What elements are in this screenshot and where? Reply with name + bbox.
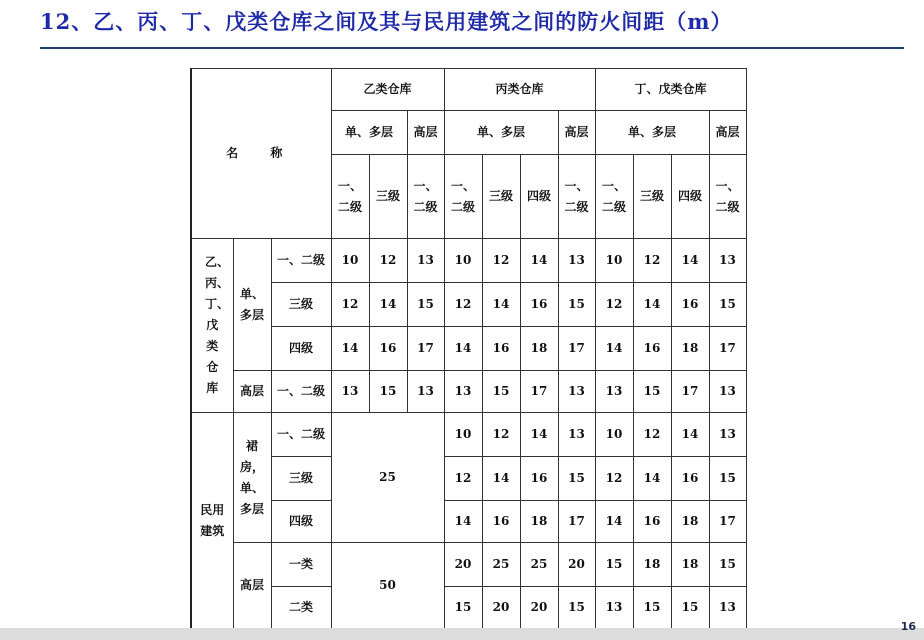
header-c-multi-g4: 四级 xyxy=(520,155,558,239)
header-b-multi-g3: 三级 xyxy=(369,155,407,239)
header-b-multi-g12: 一、二级 xyxy=(331,155,369,239)
table-cell: 18 xyxy=(633,543,671,587)
table-cell: 15 xyxy=(369,371,407,413)
table-cell: 20 xyxy=(444,543,482,587)
table-cell: 17 xyxy=(558,501,595,543)
row-label: 一、二级 xyxy=(271,413,331,457)
table-cell: 14 xyxy=(633,457,671,501)
row-subgroup-civil-low: 裙房，单、多层 xyxy=(233,413,271,543)
table-cell: 18 xyxy=(671,501,709,543)
table-cell: 14 xyxy=(369,283,407,327)
row-label: 一、二级 xyxy=(271,371,331,413)
table-cell: 12 xyxy=(633,413,671,457)
header-c-multi: 单、多层 xyxy=(444,111,558,155)
row-label: 二类 xyxy=(271,587,331,629)
table-cell: 20 xyxy=(520,587,558,629)
row-label: 三级 xyxy=(271,457,331,501)
table-cell: 20 xyxy=(482,587,520,629)
table-cell: 15 xyxy=(633,371,671,413)
table-cell: 12 xyxy=(369,239,407,283)
table-cell: 13 xyxy=(558,239,595,283)
table-cell: 14 xyxy=(520,413,558,457)
table-cell: 14 xyxy=(595,327,633,371)
table-cell-merged: 25 xyxy=(331,413,444,543)
header-de-high: 高层 xyxy=(709,111,746,155)
table-cell: 14 xyxy=(444,501,482,543)
header-b-multi: 单、多层 xyxy=(331,111,407,155)
header-de-multi-g3: 三级 xyxy=(633,155,671,239)
name-header: 名 称 xyxy=(226,145,297,160)
row-label: 一、二级 xyxy=(271,239,331,283)
fire-distance-table xyxy=(190,68,747,629)
table-cell: 12 xyxy=(595,283,633,327)
table-cell: 12 xyxy=(444,457,482,501)
title-underline xyxy=(40,47,904,49)
table-cell: 13 xyxy=(444,371,482,413)
table-cell: 16 xyxy=(369,327,407,371)
table-cell: 13 xyxy=(709,413,746,457)
table-cell: 16 xyxy=(520,457,558,501)
row-label: 四级 xyxy=(271,501,331,543)
header-b-high: 高层 xyxy=(407,111,444,155)
table-cell: 13 xyxy=(407,239,444,283)
header-b-high-g12: 一、二级 xyxy=(407,155,444,239)
table-cell: 14 xyxy=(482,283,520,327)
page-number: 16 xyxy=(900,620,916,633)
table-cell: 16 xyxy=(482,501,520,543)
footer-bar xyxy=(0,628,924,640)
table-cell: 16 xyxy=(633,501,671,543)
table-cell: 15 xyxy=(558,283,595,327)
row-label: 四级 xyxy=(271,327,331,371)
table-cell: 13 xyxy=(331,371,369,413)
table-cell: 13 xyxy=(407,371,444,413)
page-title: 12、乙、丙、丁、戊类仓库之间及其与民用建筑之间的防火间距（m） xyxy=(40,9,733,34)
table-cell: 17 xyxy=(407,327,444,371)
table-cell: 25 xyxy=(482,543,520,587)
table-cell: 14 xyxy=(633,283,671,327)
table-cell: 10 xyxy=(444,413,482,457)
header-group-c: 丙类仓库 xyxy=(444,69,595,111)
table-cell: 20 xyxy=(558,543,595,587)
table-cell: 10 xyxy=(595,239,633,283)
table-cell: 13 xyxy=(595,371,633,413)
table-cell: 15 xyxy=(633,587,671,629)
table-cell: 13 xyxy=(595,587,633,629)
table-cell: 17 xyxy=(558,327,595,371)
table-cell: 14 xyxy=(331,327,369,371)
table-cell: 12 xyxy=(633,239,671,283)
table-cell: 18 xyxy=(671,543,709,587)
header-group-de: 丁、戊类仓库 xyxy=(595,69,746,111)
table-cell: 15 xyxy=(671,587,709,629)
table-cell: 13 xyxy=(709,587,746,629)
table-cell: 17 xyxy=(520,371,558,413)
header-c-high-g12: 一、二级 xyxy=(558,155,595,239)
table-cell: 15 xyxy=(595,543,633,587)
table-cell: 16 xyxy=(633,327,671,371)
table-cell: 12 xyxy=(482,413,520,457)
table-cell: 14 xyxy=(482,457,520,501)
table-cell: 12 xyxy=(444,283,482,327)
header-c-high: 高层 xyxy=(558,111,595,155)
table-cell: 14 xyxy=(595,501,633,543)
row-group-civil: 民用建筑 xyxy=(191,413,233,629)
header-de-high-g12: 一、二级 xyxy=(709,155,746,239)
row-subgroup-warehouse-multi: 单、多层 xyxy=(233,239,271,371)
table-cell: 18 xyxy=(520,327,558,371)
header-c-multi-g3: 三级 xyxy=(482,155,520,239)
table-cell: 13 xyxy=(709,371,746,413)
header-c-multi-g12: 一、二级 xyxy=(444,155,482,239)
table-cell: 17 xyxy=(671,371,709,413)
table-cell: 13 xyxy=(558,371,595,413)
row-subgroup-warehouse-high: 高层 xyxy=(233,371,271,413)
header-de-multi-g4: 四级 xyxy=(671,155,709,239)
table-cell: 15 xyxy=(558,587,595,629)
row-label: 一类 xyxy=(271,543,331,587)
table-cell: 18 xyxy=(671,327,709,371)
table-cell: 25 xyxy=(520,543,558,587)
table-cell: 16 xyxy=(482,327,520,371)
header-group-b: 乙类仓库 xyxy=(331,69,444,111)
table-cell: 13 xyxy=(709,239,746,283)
header-de-multi-g12: 一、二级 xyxy=(595,155,633,239)
name-header-cell xyxy=(191,69,331,239)
table-cell: 10 xyxy=(331,239,369,283)
table-cell: 14 xyxy=(520,239,558,283)
row-group-warehouse: 乙、丙、丁、戊类仓库 xyxy=(191,239,233,413)
table-cell: 10 xyxy=(444,239,482,283)
table-cell: 15 xyxy=(558,457,595,501)
table-cell: 14 xyxy=(671,413,709,457)
table-cell: 17 xyxy=(709,327,746,371)
table-cell: 15 xyxy=(709,543,746,587)
row-label: 三级 xyxy=(271,283,331,327)
header-de-multi: 单、多层 xyxy=(595,111,709,155)
table-cell: 13 xyxy=(558,413,595,457)
table-cell: 12 xyxy=(595,457,633,501)
table-cell: 18 xyxy=(520,501,558,543)
table-cell: 16 xyxy=(520,283,558,327)
table-cell: 14 xyxy=(444,327,482,371)
table-cell: 17 xyxy=(709,501,746,543)
table-cell: 14 xyxy=(671,239,709,283)
table-cell: 15 xyxy=(407,283,444,327)
table-cell: 15 xyxy=(482,371,520,413)
table-cell: 12 xyxy=(482,239,520,283)
table-cell: 12 xyxy=(331,283,369,327)
table-cell-merged: 50 xyxy=(331,543,444,629)
table-cell: 15 xyxy=(444,587,482,629)
table-cell: 15 xyxy=(709,457,746,501)
table-cell: 16 xyxy=(671,283,709,327)
table-cell: 16 xyxy=(671,457,709,501)
table-cell: 15 xyxy=(709,283,746,327)
row-subgroup-civil-high: 高层 xyxy=(233,543,271,629)
table-cell: 10 xyxy=(595,413,633,457)
